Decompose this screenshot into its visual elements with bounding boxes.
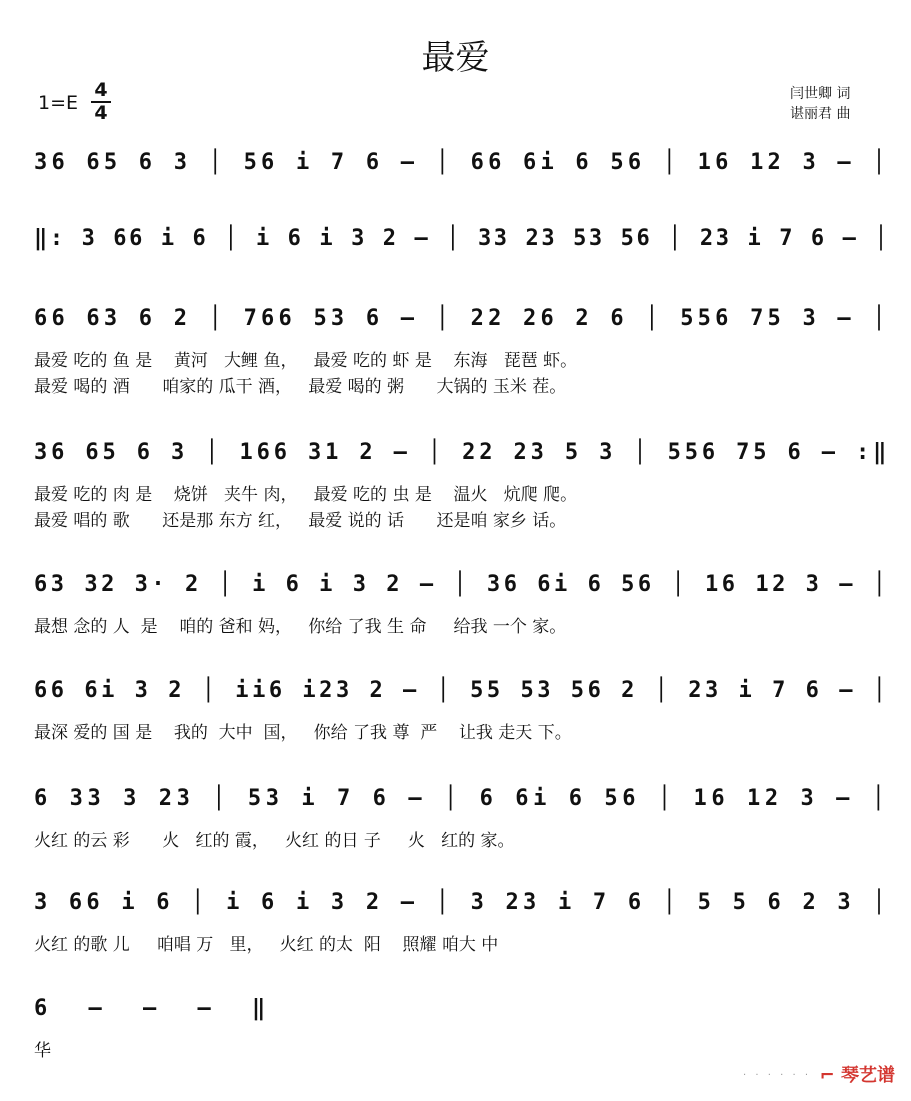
- lyric-line: 最爱 喝的 酒 咱家的 瓜干 酒， 最爱 喝的 粥 大锅的 玉米 茬。: [34, 377, 567, 397]
- note-line: 6 – – – ‖: [34, 996, 280, 1021]
- lyric-line: 最爱 吃的 鱼 是 黄河 大鲤 鱼， 最爱 吃的 虾 是 东海 琵琶 虾。: [34, 351, 578, 371]
- staff-row: [34, 992, 890, 1032]
- note-line: 3 66 i 6 │ i 6 i 3 2 – │ 3 23 i 7 6 │ 5 5 6 2 3 │: [34, 890, 890, 915]
- credits: [790, 84, 850, 124]
- note-line: 63 32 3· 2 │ i 6 i 3 2 – │ 36 6i 6 56 │ 16 12 3 – │: [34, 572, 890, 597]
- note-line: 6 33 3 23 │ 53 i 7 6 – │ 6 6i 6 56 │ 16 12 3 – │: [34, 786, 890, 811]
- staff-row: [34, 886, 890, 926]
- lyric-line: 火红 的云 彩 火 红的 霞， 火红 的日 子 火 红的 家。: [34, 831, 515, 851]
- note-line: 36 65 6 3 │ 56 i 7 6 – │ 66 6i 6 56 │ 16 12 3 – │: [34, 150, 890, 175]
- song-title: 最爱: [421, 38, 490, 78]
- staff-row: [34, 568, 890, 608]
- staff-row: [34, 674, 890, 714]
- lyricist-credit: 闫世卿 词: [790, 86, 851, 102]
- note-line: ‖: 3 66 i 6 │ i 6 i 3 2 – │ 33 23 53 56 │ 23 i 7 6 – │: [34, 226, 891, 251]
- staff-row: [34, 222, 890, 262]
- lyric-line: 最爱 吃的 肉 是 烧饼 夹牛 肉， 最爱 吃的 虫 是 温火 炕爬 爬。: [34, 485, 578, 505]
- watermark-logo: [820, 1061, 895, 1087]
- key-signature: 1=E: [38, 92, 79, 114]
- composer-credit: 谌丽君 曲: [790, 106, 851, 122]
- lyric-line: 最爱 唱的 歌 还是那 东方 红， 最爱 说的 话 还是咱 家乡 话。: [34, 511, 567, 531]
- note-line: 66 63 6 2 │ 766 53 6 – │ 22 26 2 6 │ 556 75 3 – │: [34, 306, 890, 331]
- time-signature-top: 4: [94, 79, 108, 101]
- note-line: 36 65 6 3 │ 166 31 2 – │ 22 23 5 3 │ 556 75 6 – :‖: [34, 440, 891, 465]
- time-signature-bottom: 4: [91, 101, 111, 124]
- lyric-line: 最想 念的 人 是 咱的 爸和 妈， 你给 了我 生 命 给我 一个 家。: [34, 617, 567, 637]
- logo-icon: ⌐: [819, 1065, 841, 1086]
- watermark-dots: · · · · · ·: [743, 1070, 811, 1081]
- note-line: 66 6i 3 2 │ ii6 i23 2 – │ 55 53 56 2 │ 23 i 7 6 – │: [34, 678, 890, 703]
- staff-row: [34, 302, 890, 342]
- staff-row: [34, 146, 890, 186]
- lyric-line: 火红 的歌 儿 咱唱 万 里， 火红 的太 阳 照耀 咱大 中: [34, 935, 499, 955]
- time-signature: [91, 80, 111, 124]
- staff-row: [34, 436, 890, 476]
- lyric-line: 华: [34, 1041, 51, 1061]
- lyric-line: 最深 爱的 国 是 我的 大中 国， 你给 了我 尊 严 让我 走天 下。: [34, 723, 572, 743]
- staff-row: [34, 782, 890, 822]
- watermark-text: 琴艺谱: [841, 1065, 895, 1086]
